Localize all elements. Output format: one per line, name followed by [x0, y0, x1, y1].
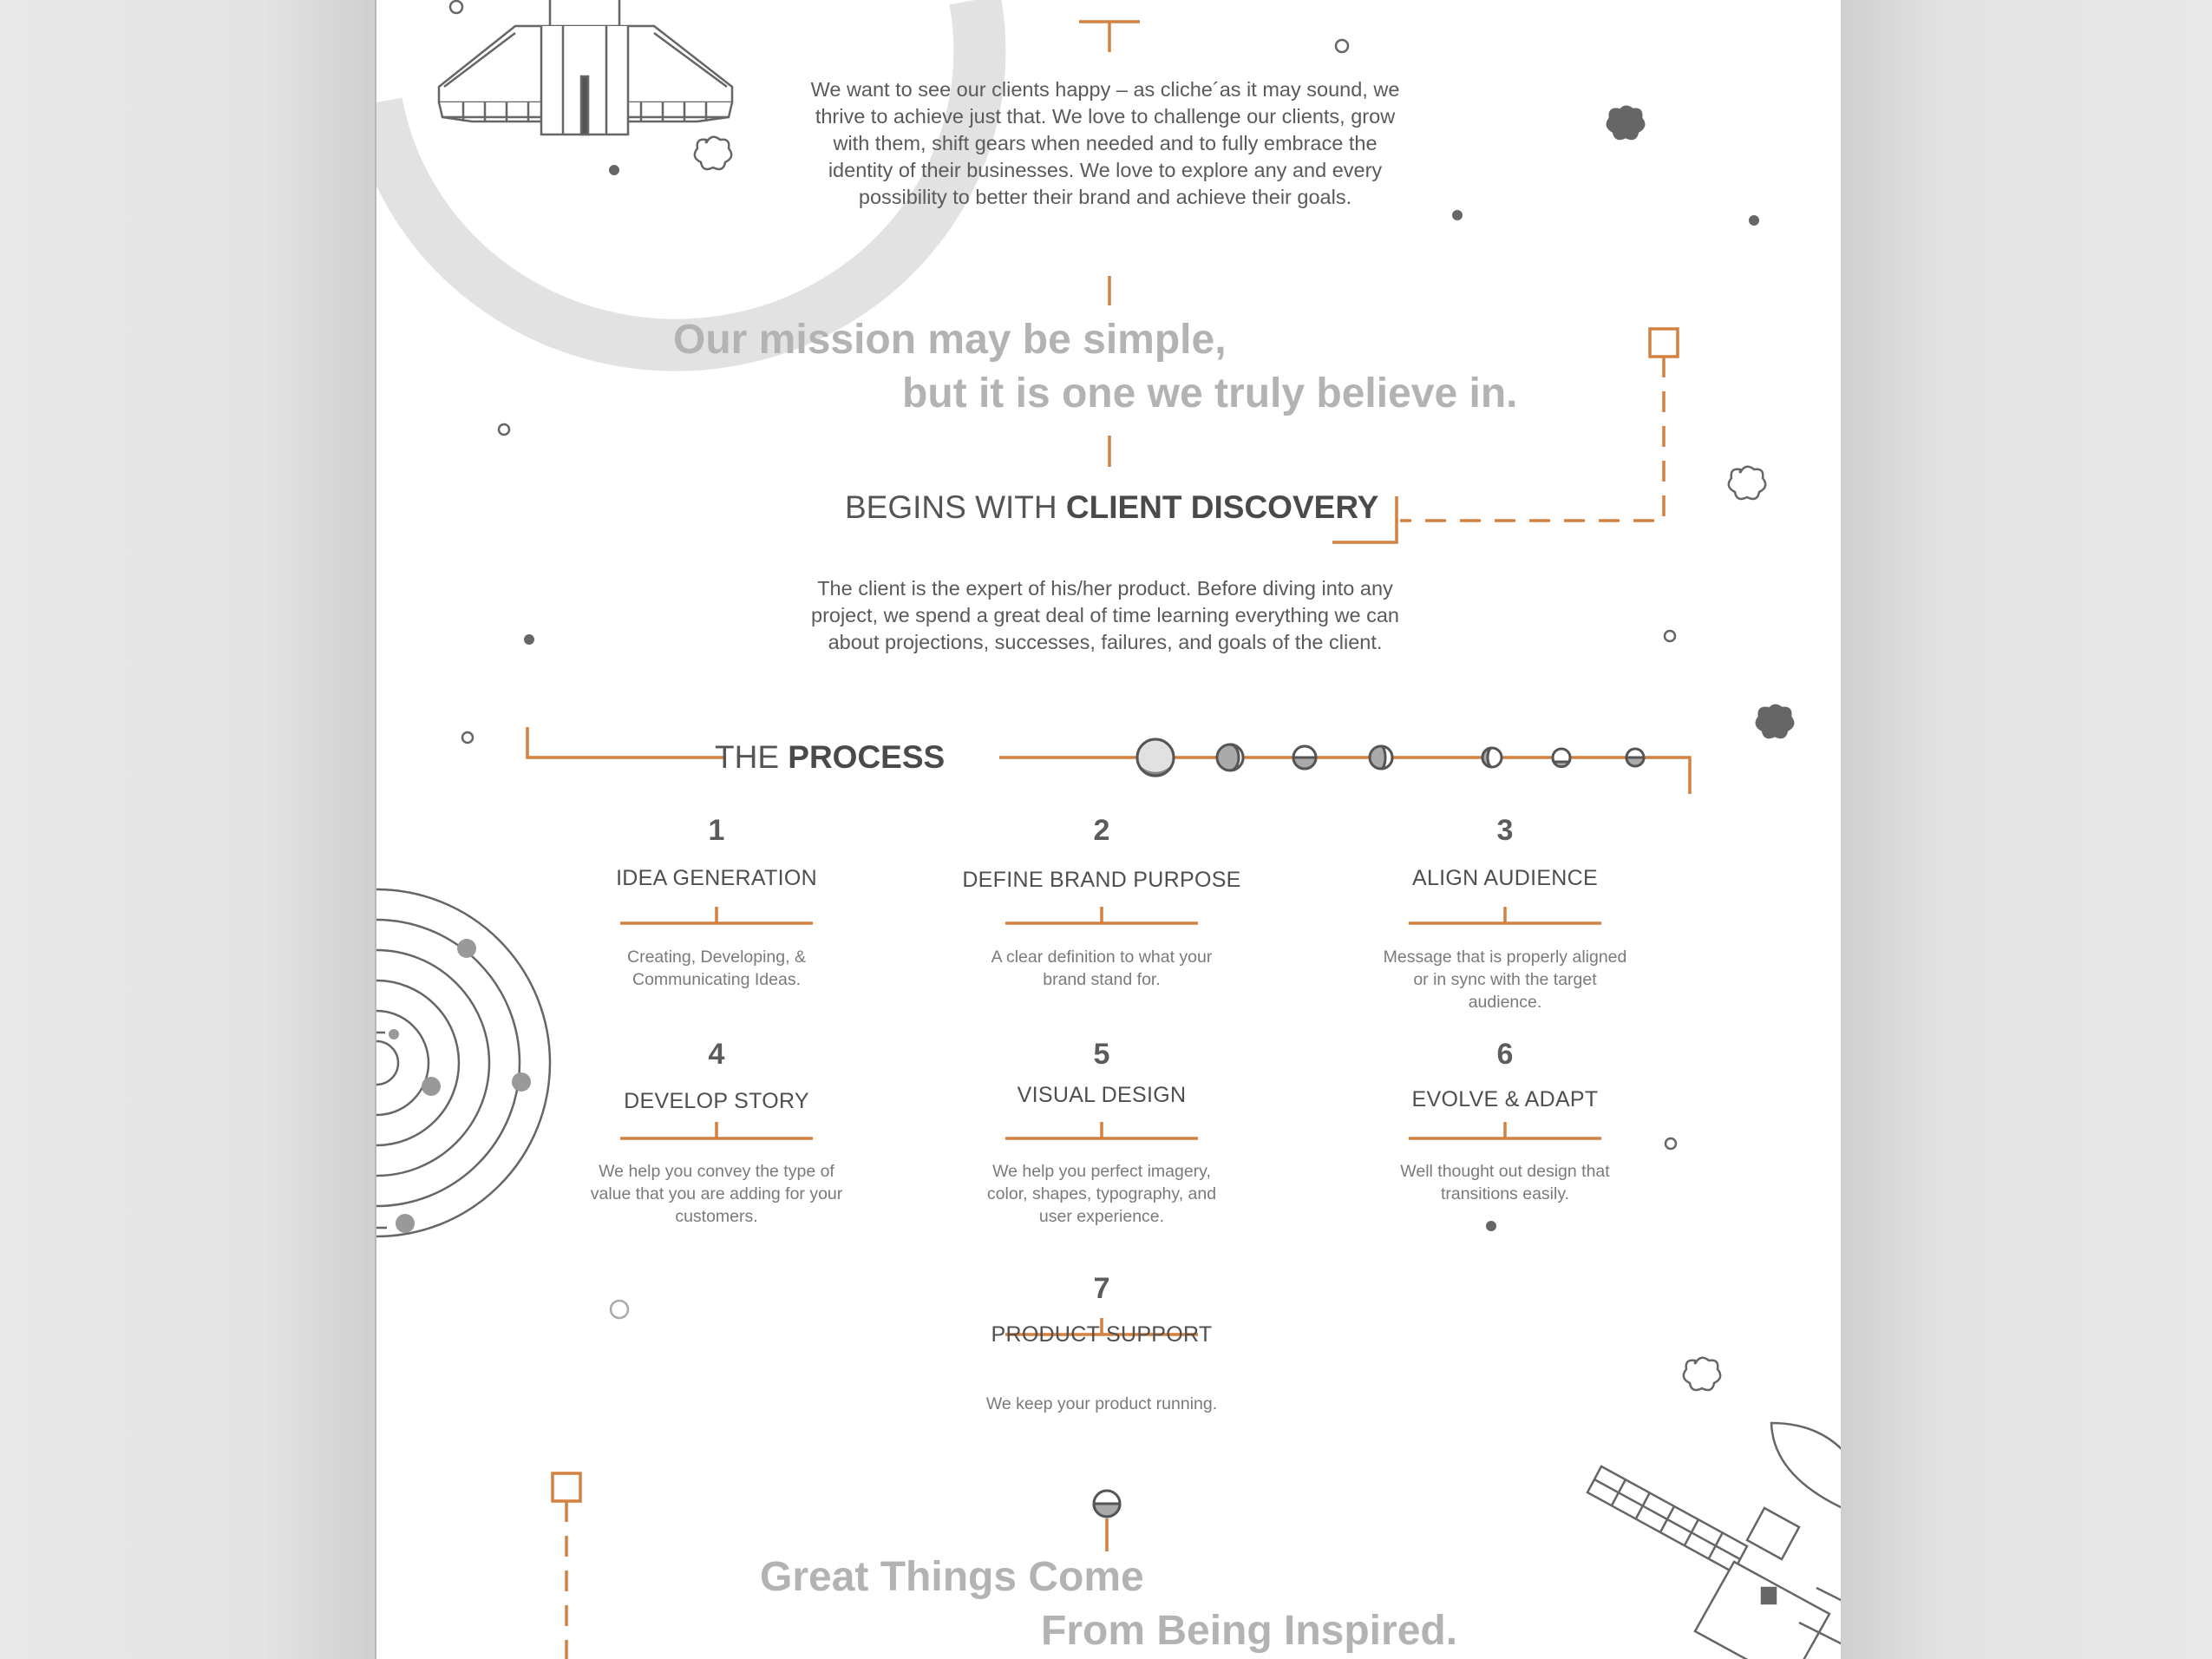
step-7-desc: We keep your product running.: [985, 1394, 1218, 1413]
process-heading: [715, 739, 946, 776]
mission-line-1: Our mission may be simple,: [673, 317, 1227, 363]
discovery-heading: [845, 489, 1379, 526]
step-2-number: 2: [1093, 814, 1110, 847]
poster-sheet: [375, 0, 1841, 1659]
background-left: [0, 0, 375, 1659]
step-2-desc: A clear definition to what your brand stand for.: [991, 948, 1213, 989]
step-4-desc: We help you convey the type of value that you are adding for your customers.: [590, 1162, 843, 1226]
step-1-number: 1: [708, 814, 725, 847]
process-heading-bold: PROCESS: [788, 739, 946, 775]
step-6-title: EVOLVE & ADAPT: [1411, 1087, 1599, 1111]
step-6-desc: Well thought out design that transitions easily.: [1400, 1162, 1610, 1203]
step-4-number: 4: [708, 1038, 725, 1071]
discovery-heading-bold: CLIENT DISCOVERY: [1065, 489, 1379, 525]
process-heading-regular: THE: [715, 739, 789, 775]
intro-paragraph: We want to see our clients happy – as cliche´as it may sound, we thrive to achieve just that. We love to challenge our clients, grow with them, shift gears when needed and to fully embrace the identity of their businesses. We love to explore any and every possibility to better their brand and achieve their goals.: [810, 78, 1400, 208]
closing-line-2: From Being Inspired.: [1041, 1608, 1458, 1654]
closing-line-1: Great Things Come: [760, 1554, 1144, 1600]
satellite-illustration: [1587, 1423, 1841, 1659]
step-1-title: IDEA GENERATION: [616, 866, 817, 890]
background-right: [1841, 0, 2212, 1659]
discovery-paragraph: The client is the expert of his/her product. Before diving into any project, we spend a great deal of time learning everything we can about projections, successes, failures, and goals of the client.: [811, 577, 1399, 653]
step-4-title: DEVELOP STORY: [624, 1089, 809, 1113]
step-3-title: ALIGN AUDIENCE: [1412, 866, 1598, 890]
discovery-heading-regular: BEGINS WITH: [845, 489, 1066, 525]
rocket-illustration: [439, 0, 732, 134]
step-7-number: 7: [1093, 1272, 1110, 1305]
step-2-title: DEFINE BRAND PURPOSE: [962, 868, 1241, 892]
step-1-desc: Creating, Developing, & Communicating Ideas.: [627, 948, 806, 989]
step-5-desc: We help you perfect imagery, color, shapes, typography, and user experience.: [986, 1162, 1217, 1226]
planets: [389, 939, 531, 1233]
mission-line-2: but it is one we truly believe in.: [902, 370, 1518, 416]
step-5-number: 5: [1093, 1038, 1110, 1071]
step-5-title: VISUAL DESIGN: [1017, 1083, 1187, 1107]
step-3-number: 3: [1496, 814, 1514, 847]
step-6-number: 6: [1496, 1038, 1514, 1071]
step-7-title: PRODUCT SUPPORT: [991, 1322, 1213, 1347]
bottom-moon: [1094, 1491, 1120, 1517]
step-3-desc: Message that is properly aligned or in sync with the target audience.: [1383, 948, 1627, 1012]
